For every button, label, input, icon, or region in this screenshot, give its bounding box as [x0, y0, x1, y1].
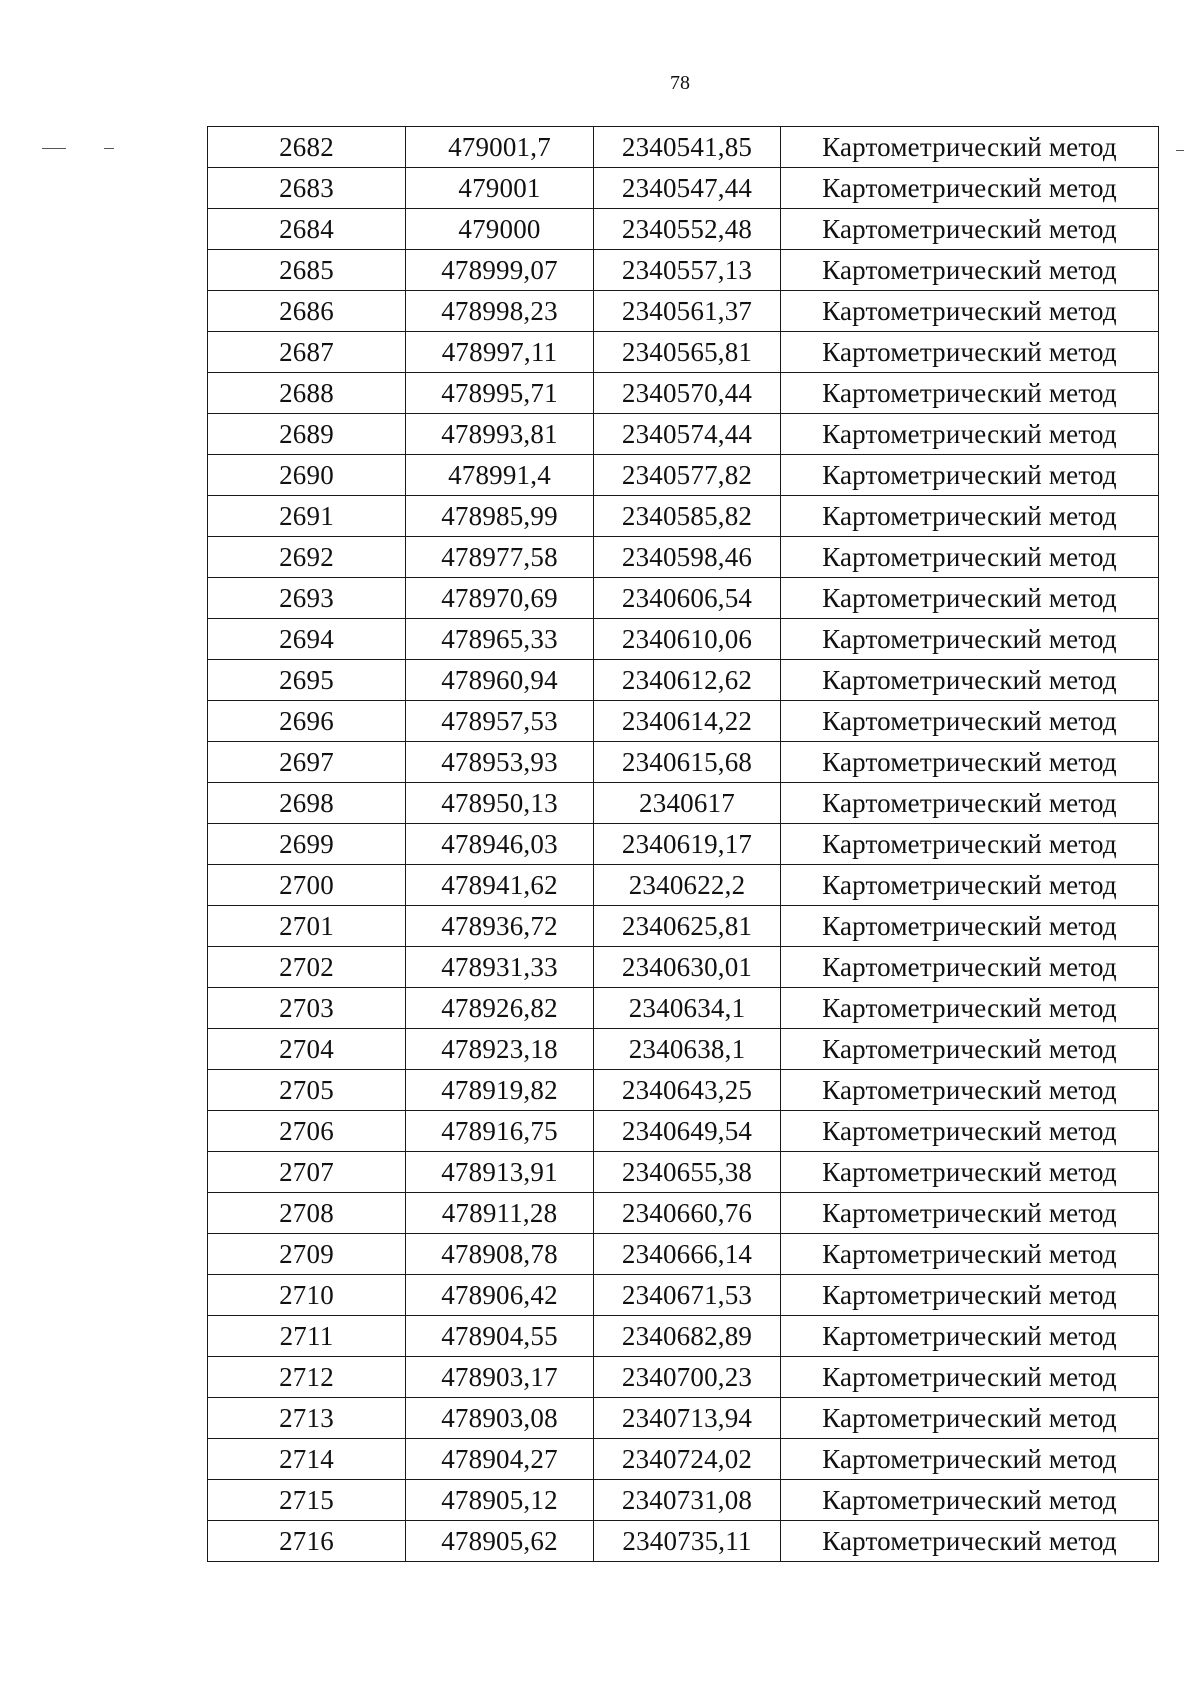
method-cell: Картометрический метод — [781, 209, 1159, 250]
x-coordinate-cell: 478998,23 — [406, 291, 594, 332]
table-row — [208, 578, 1159, 619]
method-cell: Картометрический метод — [781, 578, 1159, 619]
method-cell: Картометрический метод — [781, 373, 1159, 414]
table-row — [208, 1111, 1159, 1152]
x-coordinate-cell: 478970,69 — [406, 578, 594, 619]
table-row — [208, 1193, 1159, 1234]
x-coordinate-cell: 478931,33 — [406, 947, 594, 988]
point-number-cell: 2706 — [208, 1111, 406, 1152]
x-coordinate-cell: 478993,81 — [406, 414, 594, 455]
table-row — [208, 1152, 1159, 1193]
table-row — [208, 373, 1159, 414]
point-number-cell: 2701 — [208, 906, 406, 947]
point-number-cell: 2710 — [208, 1275, 406, 1316]
table-row — [208, 537, 1159, 578]
point-number-cell: 2689 — [208, 414, 406, 455]
x-coordinate-cell: 478903,17 — [406, 1357, 594, 1398]
scan-artifact-line — [42, 148, 66, 149]
point-number-cell: 2699 — [208, 824, 406, 865]
y-coordinate-cell: 2340606,54 — [594, 578, 781, 619]
x-coordinate-cell: 478923,18 — [406, 1029, 594, 1070]
y-coordinate-cell: 2340577,82 — [594, 455, 781, 496]
table-row — [208, 1316, 1159, 1357]
point-number-cell: 2705 — [208, 1070, 406, 1111]
point-number-cell: 2698 — [208, 783, 406, 824]
y-coordinate-cell: 2340614,22 — [594, 701, 781, 742]
method-cell: Картометрический метод — [781, 332, 1159, 373]
table-row — [208, 414, 1159, 455]
method-cell: Картометрический метод — [781, 414, 1159, 455]
point-number-cell: 2684 — [208, 209, 406, 250]
y-coordinate-cell: 2340666,14 — [594, 1234, 781, 1275]
y-coordinate-cell: 2340682,89 — [594, 1316, 781, 1357]
table-row — [208, 1275, 1159, 1316]
point-number-cell: 2712 — [208, 1357, 406, 1398]
y-coordinate-cell: 2340671,53 — [594, 1275, 781, 1316]
point-number-cell: 2709 — [208, 1234, 406, 1275]
point-number-cell: 2690 — [208, 455, 406, 496]
table-row — [208, 742, 1159, 783]
point-number-cell: 2695 — [208, 660, 406, 701]
x-coordinate-cell: 478946,03 — [406, 824, 594, 865]
y-coordinate-cell: 2340731,08 — [594, 1480, 781, 1521]
y-coordinate-cell: 2340561,37 — [594, 291, 781, 332]
page-number: 78 — [670, 72, 690, 94]
y-coordinate-cell: 2340649,54 — [594, 1111, 781, 1152]
method-cell: Картометрический метод — [781, 947, 1159, 988]
table-row — [208, 1398, 1159, 1439]
x-coordinate-cell: 478908,78 — [406, 1234, 594, 1275]
x-coordinate-cell: 478950,13 — [406, 783, 594, 824]
y-coordinate-cell: 2340574,44 — [594, 414, 781, 455]
x-coordinate-cell: 478997,11 — [406, 332, 594, 373]
x-coordinate-cell: 478941,62 — [406, 865, 594, 906]
method-cell: Картометрический метод — [781, 1480, 1159, 1521]
point-number-cell: 2716 — [208, 1521, 406, 1562]
method-cell: Картометрический метод — [781, 865, 1159, 906]
y-coordinate-cell: 2340643,25 — [594, 1070, 781, 1111]
table-row — [208, 455, 1159, 496]
table-row — [208, 250, 1159, 291]
method-cell: Картометрический метод — [781, 1398, 1159, 1439]
y-coordinate-cell: 2340660,76 — [594, 1193, 781, 1234]
y-coordinate-cell: 2340617 — [594, 783, 781, 824]
point-number-cell: 2697 — [208, 742, 406, 783]
point-number-cell: 2715 — [208, 1480, 406, 1521]
point-number-cell: 2686 — [208, 291, 406, 332]
table-row — [208, 1029, 1159, 1070]
x-coordinate-cell: 478995,71 — [406, 373, 594, 414]
scan-artifact-line — [1176, 150, 1184, 151]
point-number-cell: 2688 — [208, 373, 406, 414]
table-row — [208, 619, 1159, 660]
point-number-cell: 2714 — [208, 1439, 406, 1480]
method-cell: Картометрический метод — [781, 291, 1159, 332]
y-coordinate-cell: 2340724,02 — [594, 1439, 781, 1480]
point-number-cell: 2683 — [208, 168, 406, 209]
table-row — [208, 783, 1159, 824]
x-coordinate-cell: 478985,99 — [406, 496, 594, 537]
table-row — [208, 168, 1159, 209]
point-number-cell: 2708 — [208, 1193, 406, 1234]
method-cell: Картометрический метод — [781, 1111, 1159, 1152]
x-coordinate-cell: 478960,94 — [406, 660, 594, 701]
table-row — [208, 824, 1159, 865]
method-cell: Картометрический метод — [781, 168, 1159, 209]
x-coordinate-cell: 479001,7 — [406, 127, 594, 168]
y-coordinate-cell: 2340557,13 — [594, 250, 781, 291]
point-number-cell: 2693 — [208, 578, 406, 619]
point-number-cell: 2696 — [208, 701, 406, 742]
y-coordinate-cell: 2340541,85 — [594, 127, 781, 168]
coordinates-table — [207, 126, 1159, 1562]
y-coordinate-cell: 2340565,81 — [594, 332, 781, 373]
y-coordinate-cell: 2340655,38 — [594, 1152, 781, 1193]
table-row — [208, 1070, 1159, 1111]
point-number-cell: 2711 — [208, 1316, 406, 1357]
point-number-cell: 2704 — [208, 1029, 406, 1070]
y-coordinate-cell: 2340713,94 — [594, 1398, 781, 1439]
x-coordinate-cell: 478904,55 — [406, 1316, 594, 1357]
y-coordinate-cell: 2340700,23 — [594, 1357, 781, 1398]
x-coordinate-cell: 478906,42 — [406, 1275, 594, 1316]
x-coordinate-cell: 479000 — [406, 209, 594, 250]
table-row — [208, 1234, 1159, 1275]
table-row — [208, 127, 1159, 168]
method-cell: Картометрический метод — [781, 660, 1159, 701]
y-coordinate-cell: 2340622,2 — [594, 865, 781, 906]
x-coordinate-cell: 478926,82 — [406, 988, 594, 1029]
y-coordinate-cell: 2340619,17 — [594, 824, 781, 865]
method-cell: Картометрический метод — [781, 496, 1159, 537]
point-number-cell: 2687 — [208, 332, 406, 373]
point-number-cell: 2703 — [208, 988, 406, 1029]
y-coordinate-cell: 2340625,81 — [594, 906, 781, 947]
point-number-cell: 2707 — [208, 1152, 406, 1193]
table-row — [208, 947, 1159, 988]
table-row — [208, 660, 1159, 701]
method-cell: Картометрический метод — [781, 537, 1159, 578]
y-coordinate-cell: 2340570,44 — [594, 373, 781, 414]
method-cell: Картометрический метод — [781, 906, 1159, 947]
x-coordinate-cell: 478999,07 — [406, 250, 594, 291]
method-cell: Картометрический метод — [781, 1439, 1159, 1480]
table-row — [208, 865, 1159, 906]
point-number-cell: 2700 — [208, 865, 406, 906]
table-row — [208, 1521, 1159, 1562]
y-coordinate-cell: 2340615,68 — [594, 742, 781, 783]
method-cell: Картометрический метод — [781, 988, 1159, 1029]
point-number-cell: 2685 — [208, 250, 406, 291]
x-coordinate-cell: 478919,82 — [406, 1070, 594, 1111]
point-number-cell: 2682 — [208, 127, 406, 168]
table-row — [208, 988, 1159, 1029]
x-coordinate-cell: 478903,08 — [406, 1398, 594, 1439]
method-cell: Картометрический метод — [781, 1275, 1159, 1316]
point-number-cell: 2702 — [208, 947, 406, 988]
table-row — [208, 1439, 1159, 1480]
method-cell: Картометрический метод — [781, 783, 1159, 824]
method-cell: Картометрический метод — [781, 1193, 1159, 1234]
method-cell: Картометрический метод — [781, 824, 1159, 865]
point-number-cell: 2713 — [208, 1398, 406, 1439]
y-coordinate-cell: 2340630,01 — [594, 947, 781, 988]
x-coordinate-cell: 478953,93 — [406, 742, 594, 783]
x-coordinate-cell: 478957,53 — [406, 701, 594, 742]
x-coordinate-cell: 478936,72 — [406, 906, 594, 947]
method-cell: Картометрический метод — [781, 742, 1159, 783]
table-row — [208, 1357, 1159, 1398]
x-coordinate-cell: 478905,12 — [406, 1480, 594, 1521]
table-row — [208, 496, 1159, 537]
table-row — [208, 209, 1159, 250]
method-cell: Картометрический метод — [781, 1316, 1159, 1357]
y-coordinate-cell: 2340735,11 — [594, 1521, 781, 1562]
method-cell: Картометрический метод — [781, 250, 1159, 291]
x-coordinate-cell: 478965,33 — [406, 619, 594, 660]
method-cell: Картометрический метод — [781, 127, 1159, 168]
coordinates-table-body — [208, 127, 1159, 1562]
method-cell: Картометрический метод — [781, 1152, 1159, 1193]
y-coordinate-cell: 2340638,1 — [594, 1029, 781, 1070]
method-cell: Картометрический метод — [781, 1521, 1159, 1562]
y-coordinate-cell: 2340552,48 — [594, 209, 781, 250]
x-coordinate-cell: 478991,4 — [406, 455, 594, 496]
point-number-cell: 2692 — [208, 537, 406, 578]
point-number-cell: 2694 — [208, 619, 406, 660]
table-row — [208, 701, 1159, 742]
x-coordinate-cell: 478916,75 — [406, 1111, 594, 1152]
table-row — [208, 906, 1159, 947]
x-coordinate-cell: 478913,91 — [406, 1152, 594, 1193]
method-cell: Картометрический метод — [781, 1234, 1159, 1275]
method-cell: Картометрический метод — [781, 1029, 1159, 1070]
y-coordinate-cell: 2340610,06 — [594, 619, 781, 660]
scan-artifact-line — [104, 148, 114, 149]
table-row — [208, 291, 1159, 332]
y-coordinate-cell: 2340634,1 — [594, 988, 781, 1029]
y-coordinate-cell: 2340598,46 — [594, 537, 781, 578]
y-coordinate-cell: 2340547,44 — [594, 168, 781, 209]
x-coordinate-cell: 478911,28 — [406, 1193, 594, 1234]
point-number-cell: 2691 — [208, 496, 406, 537]
method-cell: Картометрический метод — [781, 619, 1159, 660]
table-row — [208, 332, 1159, 373]
x-coordinate-cell: 479001 — [406, 168, 594, 209]
method-cell: Картометрический метод — [781, 1357, 1159, 1398]
y-coordinate-cell: 2340612,62 — [594, 660, 781, 701]
method-cell: Картометрический метод — [781, 455, 1159, 496]
method-cell: Картометрический метод — [781, 1070, 1159, 1111]
x-coordinate-cell: 478904,27 — [406, 1439, 594, 1480]
x-coordinate-cell: 478905,62 — [406, 1521, 594, 1562]
method-cell: Картометрический метод — [781, 701, 1159, 742]
x-coordinate-cell: 478977,58 — [406, 537, 594, 578]
table-row — [208, 1480, 1159, 1521]
y-coordinate-cell: 2340585,82 — [594, 496, 781, 537]
